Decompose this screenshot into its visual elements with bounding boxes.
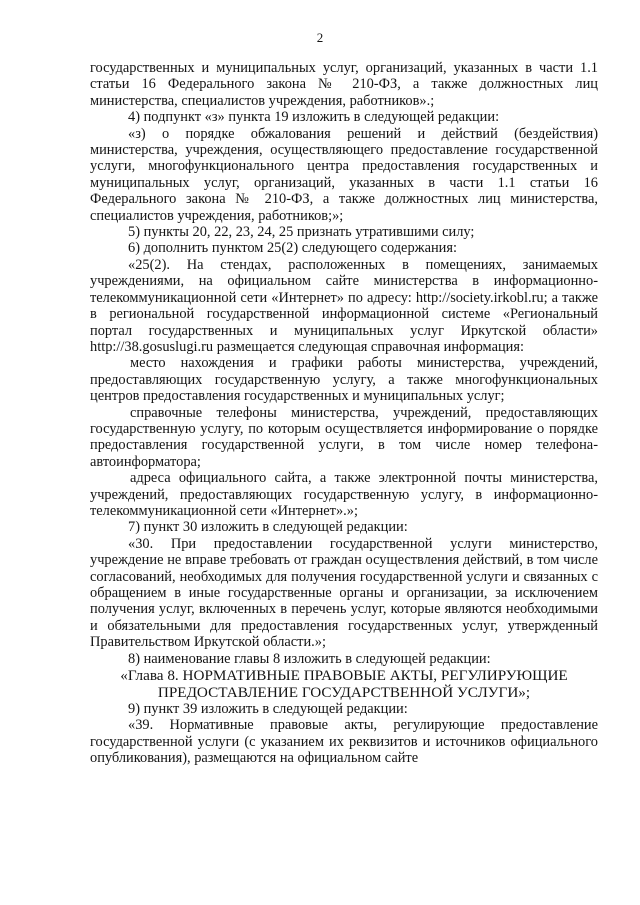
paragraph-continuation: государственных и муниципальных услуг, организаций, указанных в части 1.1 статьи 16 Федерального закона № 210-ФЗ, а также должностных лиц министерства, специалистов учреждения, работников».; — [90, 60, 598, 109]
paragraph-item-4: 4) подпункт «з» пункта 19 изложить в следующей редакции: — [128, 109, 500, 126]
paragraph-clause-30: «30. При предоставлении государственной услуги министерство, учреждение не вправе требовать от граждан осуществления действий, в том числе согласований, необходимых для получения государственной услуги и связанных с обращением в иные государственные органы и организации, за исключением получения услуг, включенных в перечень услуг, которые являются необходимыми и обязательными для предоставления государственных услуг, утвержденный Правительством Иркутской области.»; — [90, 535, 598, 651]
paragraph-item-6: 6) дополнить пунктом 25(2) следующего содержания: — [128, 240, 457, 257]
paragraph-subitem-z: «з) о порядке обжалования решений и действий (бездействия) министерства, учреждения, осуществляющего предоставление государственной услуги, многофункционального центра предоставления государственных и муниципальных услуг, организаций, указанных в части 1.1 статьи 16 Федерального закона № 210-ФЗ, а также должностных лиц министерства, специалистов учреждения, работников;»; — [90, 125, 598, 224]
paragraph-location-schedule: место нахождения и графики работы министерства, учреждений, предоставляющих государственную услугу, а также многофункциональных центров предоставления государственных и муниципальных услуг; — [90, 355, 598, 405]
paragraph-item-7: 7) пункт 30 изложить в следующей редакции: — [128, 519, 408, 536]
paragraph-item-9: 9) пункт 39 изложить в следующей редакции: — [128, 701, 408, 718]
paragraph-item-5: 5) пункты 20, 22, 23, 24, 25 признать утратившими силу; — [128, 224, 475, 241]
document-body — [90, 60, 598, 767]
chapter-8-heading: «Глава 8. НОРМАТИВНЫЕ ПРАВОВЫЕ АКТЫ, РЕГУЛИРУЮЩИЕ ПРЕДОСТАВЛЕНИЕ ГОСУДАРСТВЕННОЙ УСЛУГИ»; — [120, 667, 568, 702]
paragraph-clause-39: «39. Нормативные правовые акты, регулирующие предоставление государственной услуги (с указанием их реквизитов и источников официального опубликования), размещаются на официальном сайте — [90, 717, 598, 767]
paragraph-item-8: 8) наименование главы 8 изложить в следующей редакции: — [128, 650, 491, 667]
paragraph-phones: справочные телефоны министерства, учреждений, предоставляющих государственную услугу, по которым осуществляется информирование о порядке предоставления государственной услуги, в том числе номер телефона-автоинформатора; — [90, 404, 598, 470]
page-number: 2 — [316, 30, 324, 45]
paragraph-addresses: адреса официального сайта, а также электронной почты министерства, учреждений, предоставляющих государственную услугу, в информационно-телекоммуникационной сети «Интернет».»; — [90, 470, 598, 519]
paragraph-clause-25-2: «25(2). На стендах, расположенных в помещениях, занимаемых учреждениями, на официальном сайте министерства в информационно-телекоммуникационной сети «Интернет» по адресу: http://society.irkobl.ru; а также в региональной государственной информационной системе «Региональный портал государственных и муниципальных услуг Иркутской области» http://38.gosuslugi.ru размещается следующая справочная информация: — [90, 256, 598, 355]
